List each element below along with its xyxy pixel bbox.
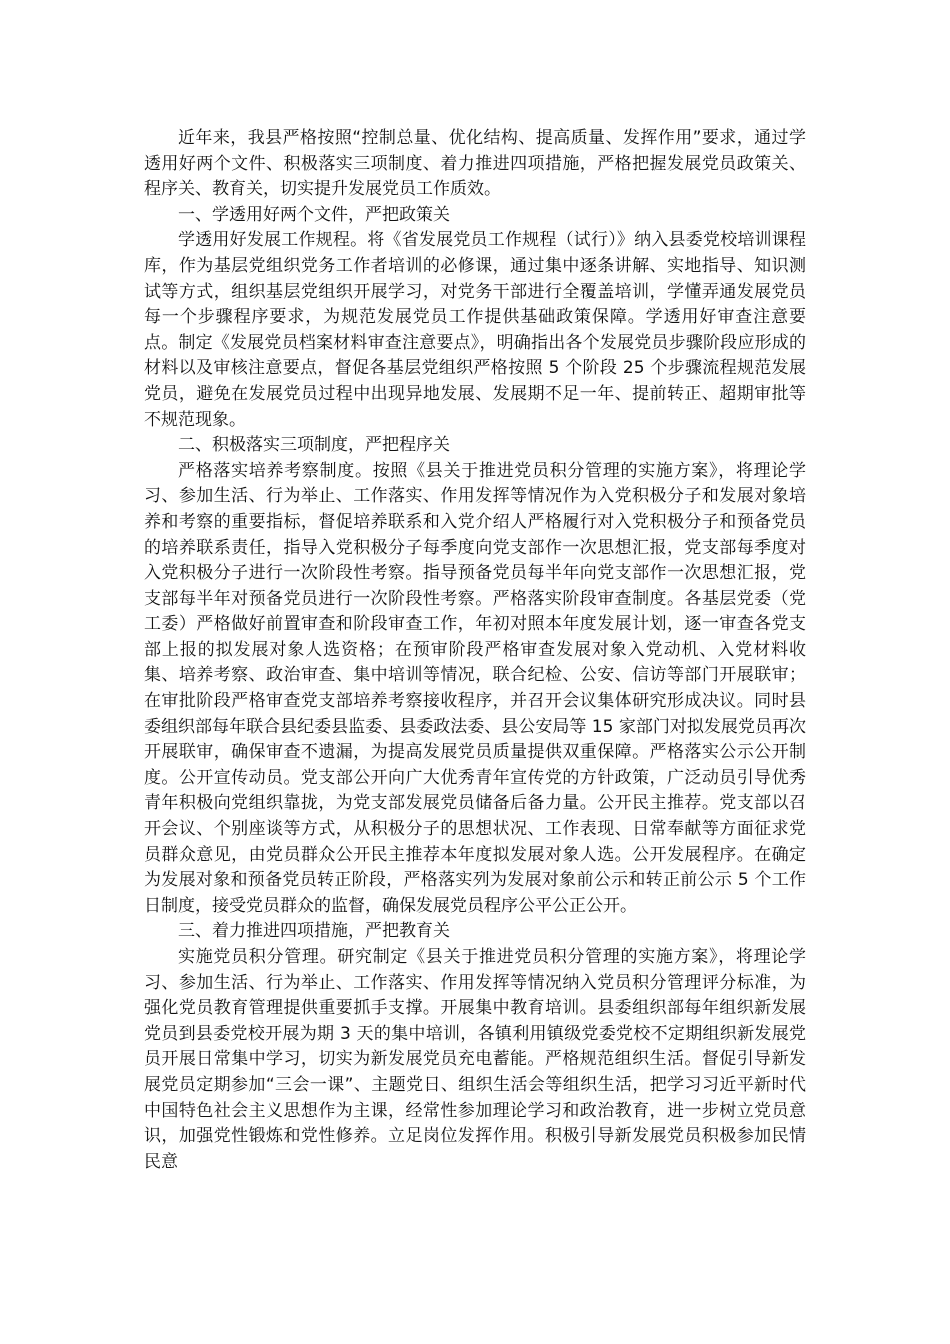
section-3-paragraph: 实施党员积分管理。研究制定《县关于推进党员积分管理的实施方案》，将理论学习、参加生活、行为举止、工作落实、作用发挥等情况纳入党员积分管理评分标准，为强化党员教育管理提供重要抓手支撑。开展集中教育培训。县委组织部每年组织新发展党员到县委党校开展为期 3 天的集中培训，各镇利用镇级党委党校不定期组织新发展党员开展日常集中学习，切实为新发展党员充电蓄能。严格规范组织生活。督促引导新发展党员定期参加“三会一课”、主题党日、组织生活会等组织生活，把学习习近平新时代中国特色社会主义思想作为主课，经常性参加理论学习和政治教育，进一步树立党员意识，加强党性锻炼和党性修养。立足岗位发挥作用。积极引导新发展党员积极参加民情民意 <box>144 947 806 1172</box>
section-2-paragraph: 严格落实培养考察制度。按照《县关于推进党员积分管理的实施方案》，将理论学习、参加生活、行为举止、工作落实、作用发挥等情况作为入党积极分子和发展对象培养和考察的重要指标，督促培养联系和入党介绍人严格履行对入党积极分子和预备党员的培养联系责任，指导入党积极分子每季度向党支部作一次思想汇报，党支部每季度对入党积极分子进行一次阶段性考察。指导预备党员每半年向党支部作一次思想汇报，党支部每半年对预备党员进行一次阶段性考察。严格落实阶段审查制度。各基层党委（党工委）严格做好前置审查和阶段审查工作，年初对照本年度发展计划，逐一审查各党支部上报的拟发展对象人选资格；在预审阶段严格审查发展对象入党动机、入党材料收集、培养考察、政治审查、集中培训等情况，联合纪检、公安、信访等部门开展联审；在审批阶段严格审查党支部培养考察接收程序，并召开会议集体研究形成决议。同时县委组织部每年联合县纪委县监委、县委政法委、县公安局等 15 家部门对拟发展党员再次开展联审，确保审查不遗漏，为提高发展党员质量提供双重保障。严格落实公示公开制度。公开宣传动员。党支部公开向广大优秀青年宣传党的方针政策，广泛动员引导优秀青年积极向党组织靠拢，为党支部发展党员储备后备力量。公开民主推荐。党支部以召开会议、个别座谈等方式，从积极分子的思想状况、工作表现、日常奉献等方面征求党员群众意见，由党员群众公开民主推荐本年度拟发展对象人选。公开发展程序。在确定为发展对象和预备党员转正阶段，严格落实列为发展对象前公示和转正前公示 5 个工作日制度，接受党员群众的监督，确保发展党员程序公平公正公开。 <box>144 460 806 916</box>
section-heading-2: 二、积极落实三项制度，严把程序关 <box>178 435 450 456</box>
section-1-paragraph: 学透用好发展工作规程。将《省发展党员工作规程（试行）》纳入县委党校培训课程库，作为基层党组织党务工作者培训的必修课，通过集中逐条讲解、实地指导、知识测试等方式，组织基层党组织开展学习，对党务干部进行全覆盖培训，学懂弄通发展党员每一个步骤程序要求，为规范发展党员工作提供基础政策保障。学透用好审查注意要点。制定《发展党员档案材料审查注意要点》，明确指出各个发展党员步骤阶段应形成的材料以及审核注意要点，督促各基层党组织严格按照 5 个阶段 25 个步骤流程规范发展党员，避免在发展党员过程中出现异地发展、发展期不足一年、提前转正、超期审批等不规范现象。 <box>144 230 806 430</box>
intro-paragraph: 近年来，我县严格按照“控制总量、优化结构、提高质量、发挥作用”要求，通过学透用好两个文件、积极落实三项制度、着力推进四项措施，严格把握发展党员政策关、程序关、教育关，切实提升发展党员工作质效。 <box>144 128 806 200</box>
section-heading-1: 一、学透用好两个文件，严把政策关 <box>178 204 450 225</box>
section-heading-3: 三、着力推进四项措施，严把教育关 <box>178 921 450 942</box>
document-body <box>144 126 806 1175</box>
